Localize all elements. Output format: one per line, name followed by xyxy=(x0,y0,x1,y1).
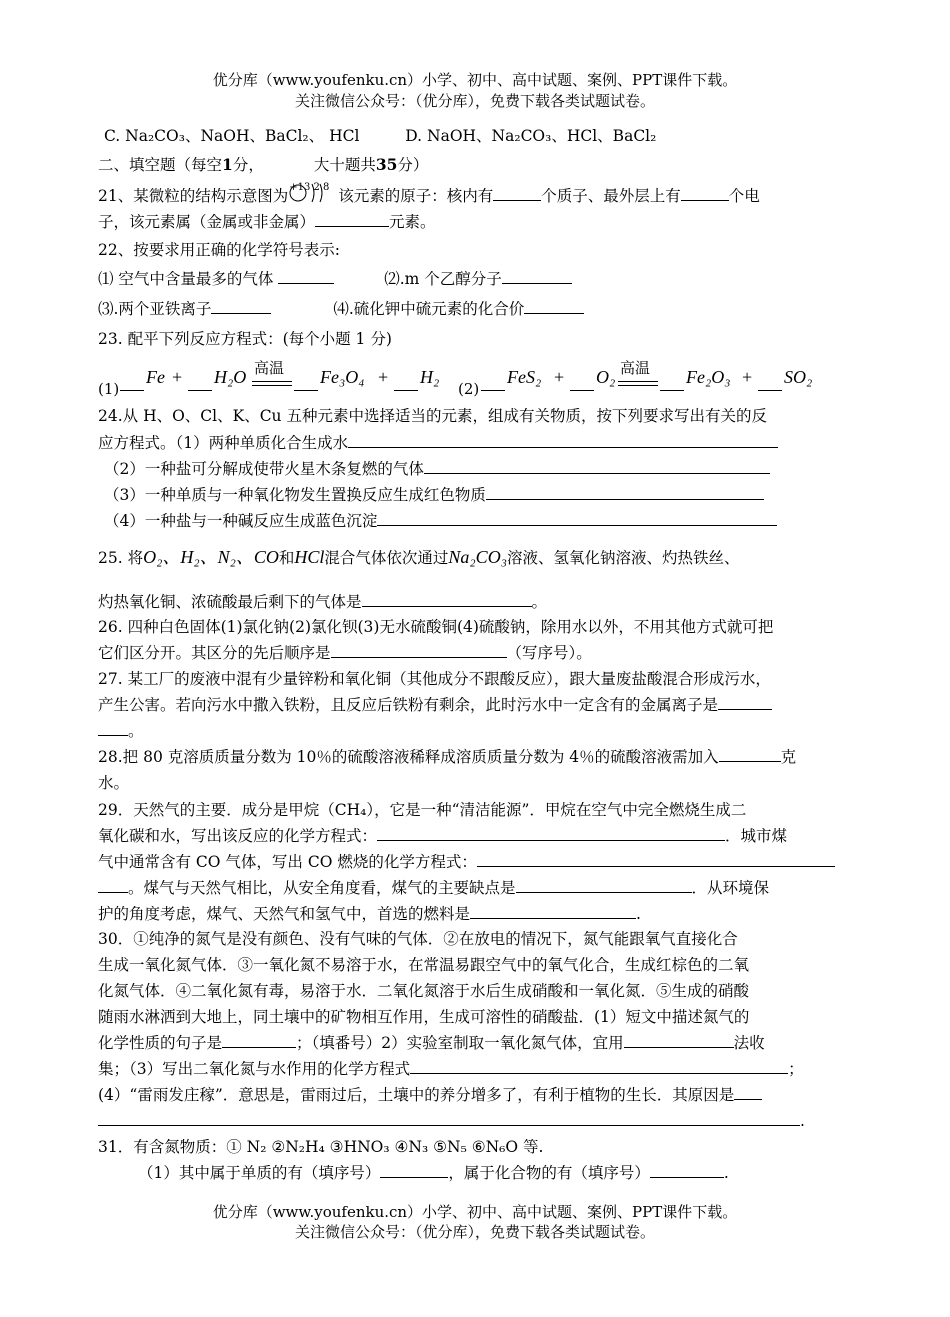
q26-text-c: （写序号）。 xyxy=(506,644,592,662)
q21-text-b: 该元素的原子：核内有 xyxy=(338,187,494,205)
q29-line3 xyxy=(98,851,835,873)
q30-line5 xyxy=(98,1032,765,1054)
section2-text-f: 分） xyxy=(397,156,429,174)
q30-text-f2: ； xyxy=(788,1060,804,1078)
atom-structure-diagram xyxy=(288,182,338,208)
q21-text-e: 子，该元素属（金属或非金属） xyxy=(98,213,316,231)
q30-line2: 生成一氧化氮气体．③一氧化氮不易溶于水，在常温易跟空气中的氧气化合，生成红棕色的二氧 xyxy=(98,956,750,974)
q23-eq2-label: (2) xyxy=(458,380,480,398)
q31-text-c: ，属于化合物的有（填序号） xyxy=(448,1164,650,1182)
q21-text-c: 个质子、最外层上有 xyxy=(541,187,681,205)
q22-part3: ⑶.两个亚铁离子 xyxy=(98,300,212,318)
q23-title: 23. 配平下列反应方程式：(每个小题 1 分) xyxy=(98,330,392,348)
q26-text-b: 它们区分开。其区分的先后顺序是 xyxy=(98,644,331,662)
q24-line1: 24.从 H、O、Cl、K、Cu 五种元素中选择适当的元素，组成有关物质，按下列要求写出有关的反 xyxy=(98,407,767,425)
q29-line2 xyxy=(98,825,787,847)
q29-text-g: 护的角度考虑，煤气、天然气和氢气中，首选的燃料是 xyxy=(98,905,471,923)
q23-eq2-term: Fe₂O₃ xyxy=(686,367,731,387)
q22-part1: ⑴ 空气中含量最多的气体 xyxy=(98,270,274,288)
q30-line1: 30．①纯净的氮气是没有颜色、没有气味的气体．②在放电的情况下，氮气能跟氧气直接化合 xyxy=(98,930,738,948)
q29-text-h: . xyxy=(636,905,641,923)
q23-eq1-equals xyxy=(252,381,292,386)
q29-line1: 29．天然气的主要．成分是甲烷（CH₄），它是一种“清洁能源”．甲烷在空气中完全燃烧生成二 xyxy=(98,801,747,819)
q31-text-d: . xyxy=(723,1164,729,1182)
q23-eq2-plus: + xyxy=(742,367,753,387)
q31-text-b: （1）其中属于单质的有（填序号） xyxy=(138,1164,381,1182)
q29-text-c: ．城市煤 xyxy=(725,827,788,845)
page-footer-line1: 优分库（www.youfenku.cn）小学、初中、高中试题、案例、PPT课件下载。 xyxy=(212,1203,738,1221)
q28-line1 xyxy=(98,746,796,768)
q23-eq1-plus: + xyxy=(172,367,183,387)
q26-line1: 26. 四种白色固体(1)氯化钠(2)氯化钡(3)无水硫酸铜(4)硫酸钠，除用水以外，不用其他方式就可把 xyxy=(98,618,774,636)
q25-text-b: 混合气体依次通过 xyxy=(324,549,449,567)
q29-text-d: 气中通常含有 CO 气体，写出 CO 燃烧的化学方程式： xyxy=(98,853,477,871)
q23-eq2-term: SO₂ xyxy=(784,367,813,387)
q22-row1 xyxy=(98,268,572,290)
q30-text-e1: 化学性质的句子是 xyxy=(98,1034,223,1052)
section2-text-a: 二、填空题（每空 xyxy=(98,156,223,174)
q29-text-e: 。煤气与天然气相比，从安全角度看，煤气的主要缺点是 xyxy=(128,879,516,897)
q21-text-f: 元素。 xyxy=(389,213,436,231)
q25-gases: O₂、H₂、N₂、CO xyxy=(143,547,279,567)
q23-eq1-term: Fe xyxy=(146,367,165,387)
section2-text-d: 大十题共 xyxy=(313,156,376,174)
q30-line4: 随雨水淋洒到大地上，同土壤中的矿物相互作用，生成可溶性的硝酸盐．(1）短文中描述氮气的 xyxy=(98,1008,750,1026)
q20-option-c: C. Na₂CO₃、NaOH、BaCl₂、 HCl xyxy=(104,127,360,145)
q31-line2 xyxy=(138,1162,729,1184)
page-header-line1: 优分库（www.youfenku.cn）小学、初中、高中试题、案例、PPT课件下载。 xyxy=(212,71,738,89)
q28-text-a: 28.把 80 克溶质质量分数为 10％的硫酸溶液稀释成溶质质量分数为 4％的硫酸溶液需加入 xyxy=(98,748,719,766)
q24-part1: 应方程式。（1）两种单质化合生成水 xyxy=(98,434,349,452)
q25-line1 xyxy=(98,546,739,569)
q22-row2 xyxy=(98,298,584,320)
q23-eq2-condition: 高温 xyxy=(620,359,651,377)
q29-line5 xyxy=(98,903,641,925)
q20-option-d: D. NaOH、Na₂CO₃、HCl、BaCl₂ xyxy=(405,127,657,145)
q21-text-d: 个电 xyxy=(728,187,760,205)
q24-part4: （4）一种盐与一种碱反应生成蓝色沉淀 xyxy=(104,512,378,530)
q25-text-d: 灼热氧化铜、浓硫酸最后剩下的气体是 xyxy=(98,593,362,611)
q30-line3: 化氮气体．④二氧化氮有毒，易溶于水．二氧化氮溶于水后生成硝酸和一氧化氮．⑤生成的硝酸 xyxy=(98,982,750,1000)
q21-line2 xyxy=(98,211,436,233)
q30-text-f1: 集；（3）写出二氧化氮与水作用的化学方程式 xyxy=(98,1060,411,1078)
q29-line4 xyxy=(98,877,769,899)
q27-line1: 27. 某工厂的废液中混有少量锌粉和氧化铜（其他成分不跟酸反应），跟大量废盐酸混合形成污水， xyxy=(98,670,771,688)
q20-options xyxy=(104,125,656,147)
q29-text-b: 氧化碳和水，写出该反应的化学方程式： xyxy=(98,827,378,845)
q23-eq2-equals xyxy=(618,381,658,386)
section2-text-c: 分， xyxy=(232,156,264,174)
q31-line1: 31．有含氮物质：① N₂ ②N₂H₄ ③HNO₃ ④N₃ ⑤N₅ ⑥N₆O 等. xyxy=(98,1138,544,1156)
q25-line2 xyxy=(98,591,547,613)
q25-hcl: HCl xyxy=(294,547,325,567)
q23-eq1-term: H₂ xyxy=(420,367,440,387)
q25-text-c: 溶液、氢氧化钠溶液、灼热铁丝、 xyxy=(506,549,740,567)
q30-line7 xyxy=(98,1084,762,1106)
q21-text-a: 21、某微粒的结构示意图为 xyxy=(98,187,289,205)
q23-eq1-condition: 高温 xyxy=(254,359,285,377)
q24-line3 xyxy=(104,458,770,480)
q21-line1 xyxy=(98,182,760,208)
q23-eq2-term: FeS₂ xyxy=(507,367,542,387)
q22-title: 22、按要求用正确的化学符号表示: xyxy=(98,241,340,259)
q23-eq2-plus: + xyxy=(554,367,565,387)
q30-text-g: (4）“雷雨发庄稼”．意思是，雷雨过后，土壤中的养分增多了，有利于植物的生长．其原因是 xyxy=(98,1086,735,1104)
q27-text-c: 。 xyxy=(128,722,144,740)
q24-part3: （3）一种单质与一种氧化物发生置换反应生成红色物质 xyxy=(104,486,486,504)
q30-text-e3: 法收 xyxy=(733,1034,765,1052)
q30-line8 xyxy=(98,1110,805,1132)
q24-line2 xyxy=(98,432,778,454)
q22-part4: ⑷.硫化钾中硫元素的化合价 xyxy=(333,300,525,318)
q27-line3 xyxy=(98,720,144,742)
atom-structure-label: +13 2 8 xyxy=(289,182,330,193)
q25-text-e: 。 xyxy=(531,593,548,611)
q23-eq1-term: H₂O xyxy=(214,367,247,387)
section2-heading xyxy=(98,154,428,176)
q30-text-h: . xyxy=(800,1112,805,1130)
q25-na2co3: Na₂CO₃ xyxy=(448,547,507,567)
q25-text-a: 25. 将 xyxy=(98,549,144,567)
q24-line5 xyxy=(104,510,777,532)
page-header-line2: 关注微信公众号：（优分库），免费下载各类试题试卷。 xyxy=(294,92,655,110)
section2-points: 1 xyxy=(222,155,233,174)
page-footer-line2: 关注微信公众号：（优分库），免费下载各类试题试卷。 xyxy=(294,1223,655,1241)
q24-part2: （2）一种盐可分解成使带火星木条复燃的气体 xyxy=(104,460,424,478)
q29-text-f: ．从环境保 xyxy=(691,879,770,897)
q24-line4 xyxy=(104,484,764,506)
q23-eq1-term: Fe₃O₄ xyxy=(320,367,365,387)
q28-text-b: 克 xyxy=(780,748,797,766)
q30-line6 xyxy=(98,1058,804,1080)
q25-and: 和 xyxy=(278,549,295,567)
q22-part2: ⑵.m 个乙醇分子 xyxy=(384,270,502,288)
q27-text-b: 产生公害。若向污水中撒入铁粉，且反应后铁粉有剩余，此时污水中一定含有的金属离子是 xyxy=(98,696,719,714)
q23-eq1-label: (1) xyxy=(98,380,120,398)
q30-text-e2: ；（填番号）2）实验室制取一氧化氮气体，宜用 xyxy=(296,1034,624,1052)
q26-line2 xyxy=(98,642,592,664)
q23-eq1-plus: + xyxy=(378,367,389,387)
section2-total: 35 xyxy=(375,155,398,174)
q28-line2: 水。 xyxy=(98,774,130,792)
q27-line2 xyxy=(98,694,772,716)
q23-eq2-term: O₂ xyxy=(596,367,616,387)
